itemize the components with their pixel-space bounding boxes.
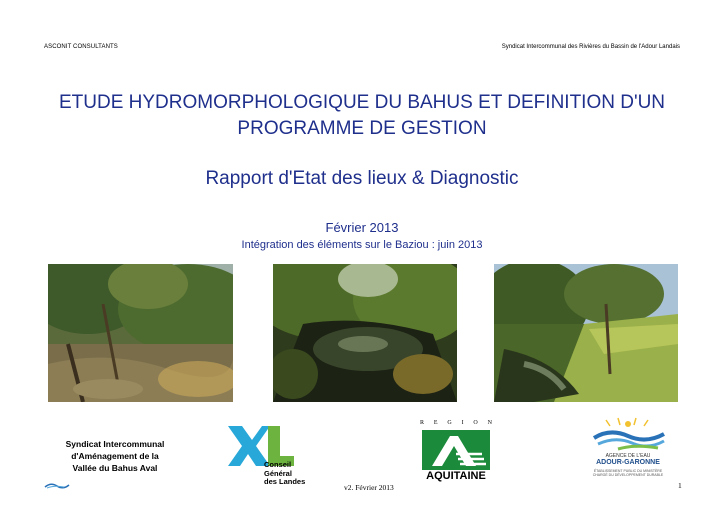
document-update-note: Intégration des éléments sur le Baziou : juin 2013	[241, 239, 483, 251]
region-label: R E G I O N	[420, 420, 492, 426]
aquitaine-label: AQUITAINE	[426, 470, 486, 482]
syndicat-name: Syndicat Intercommunal d'Aménagement de la Vallée du Bahus Aval	[65, 439, 165, 473]
page-number: 1	[678, 481, 682, 490]
document-title: ETUDE HYDROMORPHOLOGIQUE DU BAHUS ET DEFINITION D'UN PROGRAMME DE GESTION	[58, 92, 666, 139]
footer-version: v2. Février 2013	[344, 483, 394, 492]
river-photo-2	[273, 264, 457, 402]
river-photo-3	[494, 264, 678, 402]
aquitaine-emblem	[422, 430, 490, 470]
header-client: Syndicat Intercommunal des Rivières du Bassin de l'Adour Landais	[501, 44, 680, 50]
agence-name: ADOUR-GARONNE	[596, 459, 660, 466]
document-subtitle: Rapport d'Etat des lieux & Diagnostic	[205, 168, 519, 189]
document-date: Février 2013	[325, 220, 399, 235]
agence-line-1: AGENCE DE L'EAU	[605, 453, 651, 459]
header-company: ASCONIT CONSULTANTS	[44, 44, 118, 50]
river-photo-1	[48, 264, 233, 402]
agence-line-3: ÉTABLISSEMENT PUBLIC DU MINISTÈRE CHARGÉ DU DÉVELOPPEMENT DURABLE	[592, 469, 664, 477]
agence-eau-adour-garonne-logo	[588, 416, 668, 456]
conseil-general-label: Conseil Général des Landes	[264, 460, 306, 486]
asconit-footer-logo	[44, 481, 70, 489]
